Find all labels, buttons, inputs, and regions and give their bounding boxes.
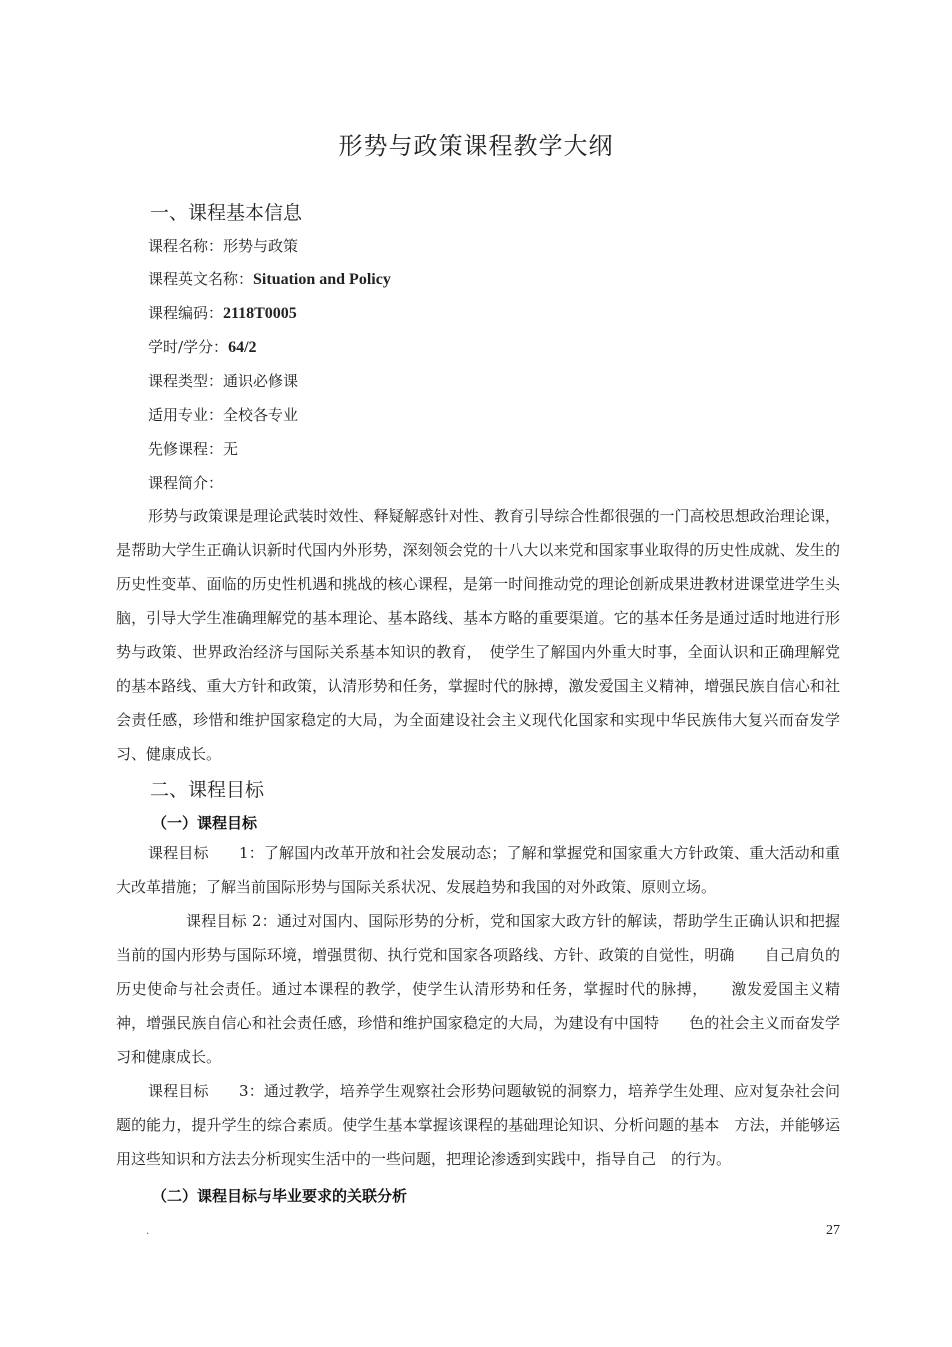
info-course-type	[148, 370, 298, 391]
info-intro-label: 课程简介：	[148, 474, 224, 492]
info-value: 2118T0005	[223, 305, 297, 322]
section-heading-course-goals: 二、课程目标	[150, 779, 265, 801]
info-value: 64/2	[228, 339, 257, 356]
info-label: 先修课程：	[148, 440, 224, 458]
info-prerequisite	[148, 438, 238, 459]
info-course-name	[148, 235, 298, 256]
goal-3-paragraph	[116, 1074, 840, 1176]
info-label: 课程类型：	[148, 372, 224, 390]
subheading-course-goals: （一）课程目标	[152, 814, 258, 832]
info-label: 课程英文名称：	[148, 270, 254, 288]
info-course-code	[148, 302, 297, 323]
goal-2-text: 课程目标 2：通过对国内、国际形势的分析，党和国家大政方针的解读，帮助学生正确认识和把握当前的国内形势与国际环境，增强贯彻、执行党和国家各项路线、方针、政策的自觉性，明确 自己肩负的历史使命与社会责任。通过本课程的教学，使学生认清形势和任务，掌握时代的脉搏， 激发爱国主义精神，增强民族自信心和社会责任感，珍惜和维护国家稳定的大局，为建设有中国特 色的社会主义而奋发学习和健康成长。	[116, 912, 840, 1066]
info-major	[148, 404, 298, 425]
intro-paragraph	[116, 499, 840, 771]
info-label: 学时/学分：	[148, 338, 229, 356]
info-hours-credits	[148, 336, 257, 357]
subheading-goals-requirements-mapping: （二）课程目标与毕业要求的关联分析	[152, 1187, 408, 1205]
info-value: Situation and Policy	[253, 271, 391, 288]
info-value: 全校各专业	[223, 406, 299, 424]
goal-3-text: 课程目标 3：通过教学，培养学生观察社会形势问题敏锐的洞察力，培养学生处理、应对复杂社会问题的能力，提升学生的综合素质。使学生基本掌握该课程的基础理论知识、分析问题的基本 方法，并能够运用这些知识和方法去分析现实生活中的一些问题，把理论渗透到实践中，指导自己 的行为。	[116, 1082, 840, 1168]
goal-2-paragraph	[116, 904, 840, 1074]
footer-dot: .	[146, 1226, 150, 1237]
info-value: 通识必修课	[223, 372, 299, 390]
page-number: 27	[826, 1223, 840, 1238]
info-label: 课程名称：	[148, 237, 224, 255]
intro-text: 形势与政策课是理论武装时效性、释疑解惑针对性、教育引导综合性都很强的一门高校思想政治理论课，是帮助大学生正确认识新时代国内外形势，深刻领会党的十八大以来党和国家事业取得的历史性成就、发生的历史性变革、面临的历史性机遇和挑战的核心课程，是第一时间推动党的理论创新成果进教材进课堂进学生头脑，引导大学生准确理解党的基本理论、基本路线、基本方略的重要渠道。它的基本任务是通过适时地进行形势与政策、世界政治经济与国际关系基本知识的教育， 使学生了解国内外重大时事，全面认识和正确理解党的基本路线、重大方针和政策，认清形势和任务，掌握时代的脉搏，激发爱国主义精神，增强民族自信心和社会责任感，珍惜和维护国家稳定的大局，为全面建设社会主义现代化国家和实现中华民族伟大复兴而奋发学习、健康成长。	[116, 507, 840, 763]
info-english-name	[148, 268, 391, 289]
section-heading-basic-info: 一、课程基本信息	[150, 202, 303, 224]
info-value: 形势与政策	[223, 237, 299, 255]
info-label: 课程编码：	[148, 304, 224, 322]
goal-1-text: 课程目标 1：了解国内改革开放和社会发展动态；了解和掌握党和国家重大方针政策、重大活动和重大改革措施；了解当前国际形势与国际关系状况、发展趋势和我国的对外政策、原则立场。	[116, 844, 840, 896]
document-title: 形势与政策课程教学大纲	[338, 132, 614, 160]
info-label: 适用专业：	[148, 406, 224, 424]
goal-1-paragraph	[116, 836, 840, 904]
info-value: 无	[223, 440, 239, 458]
